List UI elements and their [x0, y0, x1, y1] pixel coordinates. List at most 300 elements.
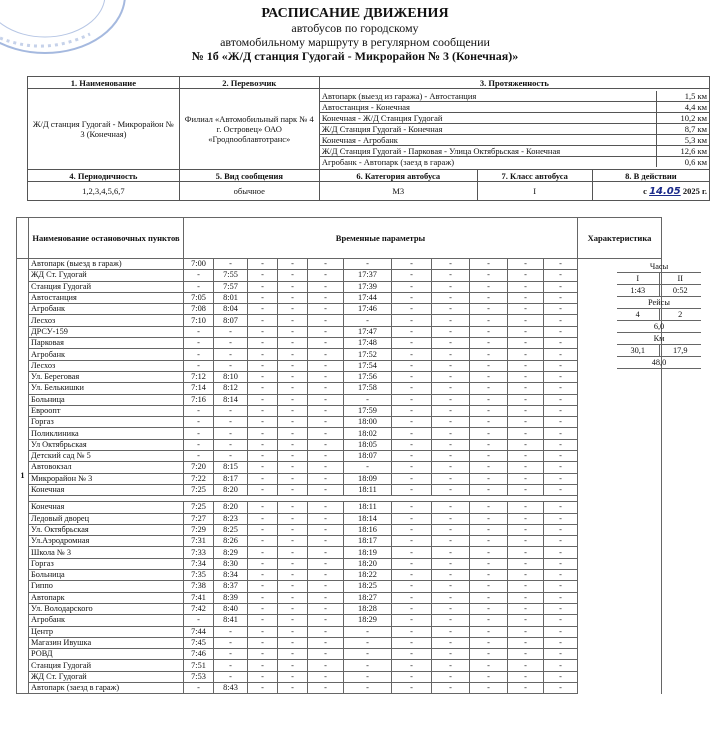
stop-name: ЖД Ст. Гудогай	[29, 270, 184, 281]
time-cell: -	[392, 603, 432, 614]
table-row	[17, 439, 662, 450]
time-cell: -	[184, 360, 214, 371]
time-cell: 17:56	[344, 371, 392, 382]
schedule-header-row	[17, 218, 662, 259]
extent-segment: Ж/Д Станция Гудогай - Парковая - Улица Октябрьская - Конечная	[320, 146, 657, 157]
time-cell: -	[392, 547, 432, 558]
time-cell: -	[308, 603, 344, 614]
time-cell: 7:25	[184, 484, 214, 495]
time-cell: -	[248, 360, 278, 371]
time-cell: -	[392, 326, 432, 337]
time-cell: -	[214, 671, 248, 682]
header-valid-label: 8. В действии	[592, 170, 709, 182]
time-cell: -	[248, 570, 278, 581]
time-cell: -	[432, 615, 470, 626]
time-cell: -	[278, 371, 308, 382]
header-carrier-label: 2. Перевозчик	[179, 77, 319, 89]
time-cell: 8:25	[214, 524, 248, 535]
time-cell: 7:05	[184, 292, 214, 303]
table-row	[17, 513, 662, 524]
time-cell: -	[508, 637, 544, 648]
time-cell: -	[544, 660, 578, 671]
time-cell: -	[544, 473, 578, 484]
time-cell: 7:45	[184, 637, 214, 648]
time-cell: -	[278, 462, 308, 473]
time-cell: -	[248, 292, 278, 303]
time-cell: -	[248, 349, 278, 360]
extent-segment: Конечная - Агробанк	[320, 135, 657, 146]
time-cell: -	[248, 502, 278, 513]
time-cell: -	[470, 349, 508, 360]
time-cell: -	[278, 473, 308, 484]
table-row	[17, 603, 662, 614]
route-info-table	[27, 76, 710, 201]
time-cell: 18:25	[344, 581, 392, 592]
time-cell: -	[470, 524, 508, 535]
time-cell: -	[214, 349, 248, 360]
time-cell: 7:57	[214, 281, 248, 292]
time-cell: -	[508, 558, 544, 569]
time-cell: -	[508, 394, 544, 405]
time-cell: 7:29	[184, 524, 214, 535]
extent-km: 4,4 км	[657, 102, 710, 113]
table-row	[17, 304, 662, 315]
time-cell: -	[392, 649, 432, 660]
time-cell: -	[248, 524, 278, 535]
time-cell: -	[432, 439, 470, 450]
time-cell: 7:33	[184, 547, 214, 558]
time-cell: -	[392, 417, 432, 428]
time-cell: -	[248, 649, 278, 660]
time-cell: -	[392, 349, 432, 360]
time-cell: -	[470, 502, 508, 513]
table-row	[17, 417, 662, 428]
time-cell: 17:46	[344, 304, 392, 315]
time-cell: -	[544, 615, 578, 626]
time-cell: -	[470, 394, 508, 405]
time-cell: -	[248, 338, 278, 349]
time-cell: -	[432, 451, 470, 462]
time-cell: -	[432, 360, 470, 371]
time-cell: -	[248, 270, 278, 281]
time-cell: -	[508, 428, 544, 439]
time-cell: -	[508, 473, 544, 484]
extent-segment: Агробанк - Автопарк (заезд в гараж)	[321, 157, 455, 167]
table-row	[17, 615, 662, 626]
table-row	[17, 570, 662, 581]
header-name-label: 1. Наименование	[28, 77, 180, 89]
time-cell: -	[508, 304, 544, 315]
time-cell: 8:40	[214, 603, 248, 614]
table-row	[17, 270, 662, 281]
time-cell: -	[214, 660, 248, 671]
time-cell: -	[344, 626, 392, 637]
time-cell: -	[392, 405, 432, 416]
extent-segment: Конечная - Ж/Д Станция Гудогай	[320, 113, 657, 124]
stop-name: Больница	[29, 570, 184, 581]
time-cell: -	[308, 360, 344, 371]
km-label: Км	[617, 333, 701, 345]
time-cell: 8:39	[214, 592, 248, 603]
time-cell: -	[470, 473, 508, 484]
table-row	[17, 660, 662, 671]
table-row	[17, 360, 662, 371]
time-cell: 8:34	[214, 570, 248, 581]
time-cell: -	[432, 671, 470, 682]
time-cell: -	[544, 383, 578, 394]
time-cell: -	[344, 394, 392, 405]
time-cell: -	[544, 281, 578, 292]
table-row	[17, 502, 662, 513]
time-cell: -	[392, 270, 432, 281]
trips-total: 6,0	[617, 321, 701, 333]
time-cell: -	[432, 581, 470, 592]
time-cell: -	[308, 281, 344, 292]
time-cell: -	[214, 439, 248, 450]
extent-row	[320, 102, 709, 113]
time-cell: -	[508, 383, 544, 394]
time-cell: -	[184, 439, 214, 450]
time-cell: -	[470, 649, 508, 660]
table-row	[17, 405, 662, 416]
time-cell: -	[392, 281, 432, 292]
time-cell: -	[508, 682, 544, 693]
extent-row	[320, 113, 709, 124]
time-cell: -	[544, 649, 578, 660]
time-cell: -	[308, 326, 344, 337]
time-cell: 17:44	[344, 292, 392, 303]
time-cell: -	[392, 338, 432, 349]
time-cell: -	[392, 462, 432, 473]
time-cell: 18:27	[344, 592, 392, 603]
time-cell: -	[344, 682, 392, 693]
stop-name: Станция Гудогай	[29, 281, 184, 292]
characteristics-panel	[617, 261, 701, 369]
time-cell: -	[278, 360, 308, 371]
time-cell: 7:42	[184, 603, 214, 614]
time-cell: 18:17	[344, 536, 392, 547]
time-cell: -	[432, 304, 470, 315]
time-cell: -	[544, 502, 578, 513]
time-cell: -	[470, 581, 508, 592]
time-cell: -	[470, 304, 508, 315]
time-cell: -	[278, 524, 308, 535]
time-cell: -	[248, 637, 278, 648]
time-cell: -	[248, 671, 278, 682]
time-cell: -	[508, 484, 544, 495]
time-cell: -	[248, 682, 278, 693]
time-cell: -	[278, 394, 308, 405]
table-row	[17, 394, 662, 405]
stop-name: Парковая	[29, 338, 184, 349]
table-row	[17, 371, 662, 382]
time-cell: -	[308, 637, 344, 648]
time-cell: -	[248, 383, 278, 394]
time-cell: 18:29	[344, 615, 392, 626]
table-row	[17, 558, 662, 569]
time-cell: -	[544, 547, 578, 558]
time-cell: -	[308, 428, 344, 439]
time-cell: -	[544, 292, 578, 303]
time-cell: -	[308, 502, 344, 513]
time-cell: -	[544, 570, 578, 581]
extent-segment: Автопарк (выезд из гаража) - Автостанция	[320, 91, 657, 102]
time-cell: -	[544, 462, 578, 473]
time-cell: -	[278, 439, 308, 450]
time-cell: -	[248, 405, 278, 416]
table-row	[17, 326, 662, 337]
time-cell: 8:23	[214, 513, 248, 524]
time-cell: -	[278, 304, 308, 315]
time-cell: -	[184, 270, 214, 281]
stop-name: Ул. Октябрьская	[29, 524, 184, 535]
stop-name: Поликлиника	[29, 428, 184, 439]
time-cell: -	[508, 570, 544, 581]
time-cell: -	[248, 394, 278, 405]
time-cell: -	[508, 349, 544, 360]
time-cell: -	[544, 592, 578, 603]
time-cell: 18:16	[344, 524, 392, 535]
table-row	[17, 637, 662, 648]
time-cell: 7:53	[184, 671, 214, 682]
time-cell: 7:00	[184, 259, 214, 270]
table-row	[17, 292, 662, 303]
time-cell: -	[544, 417, 578, 428]
time-cell: 17:37	[344, 270, 392, 281]
time-cell: -	[470, 417, 508, 428]
time-cell: -	[308, 259, 344, 270]
time-cell: -	[432, 547, 470, 558]
time-cell: -	[544, 682, 578, 693]
time-cell: -	[308, 394, 344, 405]
time-cell: -	[470, 671, 508, 682]
time-cell: -	[392, 315, 432, 326]
carrier-name: Филиал «Автомобильный парк № 4 г. Островец» ОАО «Гродnooблавтотранс»	[179, 89, 319, 170]
time-cell: -	[308, 484, 344, 495]
time-cell: -	[432, 536, 470, 547]
time-cell: -	[392, 292, 432, 303]
time-cell: -	[432, 270, 470, 281]
time-cell: -	[278, 417, 308, 428]
time-cell: -	[392, 360, 432, 371]
time-cell: -	[308, 513, 344, 524]
time-cell: -	[392, 570, 432, 581]
km-total: 48,0	[617, 357, 701, 369]
stop-name: Лесхоз	[29, 360, 184, 371]
time-cell: -	[544, 626, 578, 637]
time-cell: -	[344, 315, 392, 326]
time-cell: -	[470, 326, 508, 337]
time-cell: 7:20	[184, 462, 214, 473]
time-cell: -	[184, 349, 214, 360]
time-cell: -	[432, 462, 470, 473]
stop-name: Автопарк	[29, 592, 184, 603]
extent-segment: Ж/Д Станция Гудогай - Конечная	[320, 124, 657, 135]
time-cell: -	[184, 417, 214, 428]
table-row	[17, 259, 662, 270]
time-cell: -	[392, 439, 432, 450]
time-cell: -	[214, 338, 248, 349]
time-cell: -	[248, 513, 278, 524]
time-cell: 18:22	[344, 570, 392, 581]
time-cell: -	[544, 439, 578, 450]
time-cell: 18:02	[344, 428, 392, 439]
time-cell: -	[544, 338, 578, 349]
table-row	[17, 581, 662, 592]
time-cell: -	[308, 524, 344, 535]
table-row	[17, 462, 662, 473]
time-cell: -	[470, 338, 508, 349]
time-cell: -	[544, 270, 578, 281]
stop-name: Больница	[29, 394, 184, 405]
time-cell: -	[248, 592, 278, 603]
table-row	[17, 536, 662, 547]
km-values: 30,1 17,9	[617, 345, 701, 357]
time-cell: 7:22	[184, 473, 214, 484]
time-cell: 8:17	[214, 473, 248, 484]
time-cell: -	[508, 292, 544, 303]
header-characteristics: Характеристика	[578, 218, 662, 259]
time-cell: -	[392, 524, 432, 535]
table-row	[17, 592, 662, 603]
time-cell: -	[392, 592, 432, 603]
time-cell: 8:12	[214, 383, 248, 394]
valid-from	[592, 182, 709, 201]
time-cell: -	[308, 626, 344, 637]
time-cell: -	[470, 292, 508, 303]
time-cell: -	[508, 259, 544, 270]
title-line-2: автобусов по городскому	[291, 21, 419, 35]
time-cell: -	[508, 338, 544, 349]
time-cell: -	[470, 603, 508, 614]
time-cell: -	[470, 484, 508, 495]
time-cell: 8:20	[214, 484, 248, 495]
stop-name: Ледовый дворец	[29, 513, 184, 524]
time-cell: -	[392, 304, 432, 315]
time-cell: 8:43	[214, 682, 248, 693]
time-cell: 8:04	[214, 304, 248, 315]
table-row	[17, 349, 662, 360]
time-cell: -	[470, 660, 508, 671]
time-cell: 18:05	[344, 439, 392, 450]
header-kind-label: 5. Вид сообщения	[179, 170, 319, 182]
time-cell: -	[508, 547, 544, 558]
time-cell: -	[248, 326, 278, 337]
table-row	[17, 671, 662, 682]
extent-km: 1,5 км	[657, 91, 710, 102]
stop-name: Центр	[29, 626, 184, 637]
time-cell: -	[544, 524, 578, 535]
class-value: I	[477, 182, 592, 201]
time-cell: -	[544, 405, 578, 416]
header-category-label: 6. Категория автобуса	[319, 170, 477, 182]
time-cell: -	[470, 547, 508, 558]
time-cell: -	[308, 462, 344, 473]
time-cell: -	[308, 536, 344, 547]
time-cell: -	[184, 682, 214, 693]
time-cell: -	[278, 502, 308, 513]
time-cell: 17:47	[344, 326, 392, 337]
time-cell: -	[308, 439, 344, 450]
time-cell: -	[392, 394, 432, 405]
table-row	[17, 484, 662, 495]
time-cell: -	[470, 259, 508, 270]
time-cell: -	[432, 484, 470, 495]
time-cell: 7:12	[184, 371, 214, 382]
time-cell: -	[278, 592, 308, 603]
extent-km: 0,6 км	[657, 157, 710, 168]
time-cell: -	[248, 315, 278, 326]
time-cell: -	[392, 451, 432, 462]
table-row	[17, 473, 662, 484]
time-cell: -	[308, 682, 344, 693]
time-cell: 8:30	[214, 558, 248, 569]
time-cell: 8:26	[214, 536, 248, 547]
time-cell: -	[248, 626, 278, 637]
time-cell: -	[508, 671, 544, 682]
time-cell: 7:38	[184, 581, 214, 592]
time-cell: -	[248, 428, 278, 439]
time-cell: -	[508, 439, 544, 450]
time-cell: -	[508, 649, 544, 660]
category-value: М3	[319, 182, 477, 201]
time-cell: -	[278, 270, 308, 281]
time-cell: -	[214, 360, 248, 371]
stop-name: Агробанк	[29, 615, 184, 626]
stop-name: Конечная	[29, 502, 184, 513]
time-cell: -	[544, 451, 578, 462]
time-cell: -	[470, 315, 508, 326]
stop-name: Ул. Володарского	[29, 603, 184, 614]
time-cell: -	[214, 417, 248, 428]
time-cell: -	[508, 326, 544, 337]
time-cell: -	[432, 417, 470, 428]
time-cell: -	[392, 259, 432, 270]
time-cell: 17:52	[344, 349, 392, 360]
extent-segment: Автостанция - Конечная	[320, 102, 657, 113]
time-cell: -	[392, 637, 432, 648]
time-cell: -	[432, 660, 470, 671]
time-cell: 18:11	[344, 484, 392, 495]
time-cell: 7:31	[184, 536, 214, 547]
time-cell: -	[278, 259, 308, 270]
stop-name: Станция Гудогай	[29, 660, 184, 671]
time-cell: -	[344, 462, 392, 473]
time-cell: -	[392, 682, 432, 693]
valid-date-handwritten: 14.05	[649, 185, 681, 197]
stop-name: Микрорайон № 3	[29, 473, 184, 484]
time-cell: -	[278, 451, 308, 462]
time-cell: -	[184, 615, 214, 626]
time-cell: -	[432, 394, 470, 405]
time-cell: -	[278, 660, 308, 671]
time-cell: -	[184, 326, 214, 337]
time-cell: -	[278, 547, 308, 558]
extent-km: 8,7 км	[657, 124, 710, 135]
stop-name: Ул. Белькишки	[29, 383, 184, 394]
time-cell: -	[470, 439, 508, 450]
time-cell: -	[470, 513, 508, 524]
stop-name: Школа № 3	[29, 547, 184, 558]
time-cell: -	[248, 304, 278, 315]
time-cell: 18:09	[344, 473, 392, 484]
time-cell: -	[248, 439, 278, 450]
time-cell: -	[248, 462, 278, 473]
time-cell: -	[278, 671, 308, 682]
time-cell: 8:41	[214, 615, 248, 626]
time-cell: 8:10	[214, 371, 248, 382]
header-class-label: 7. Класс автобуса	[477, 170, 592, 182]
